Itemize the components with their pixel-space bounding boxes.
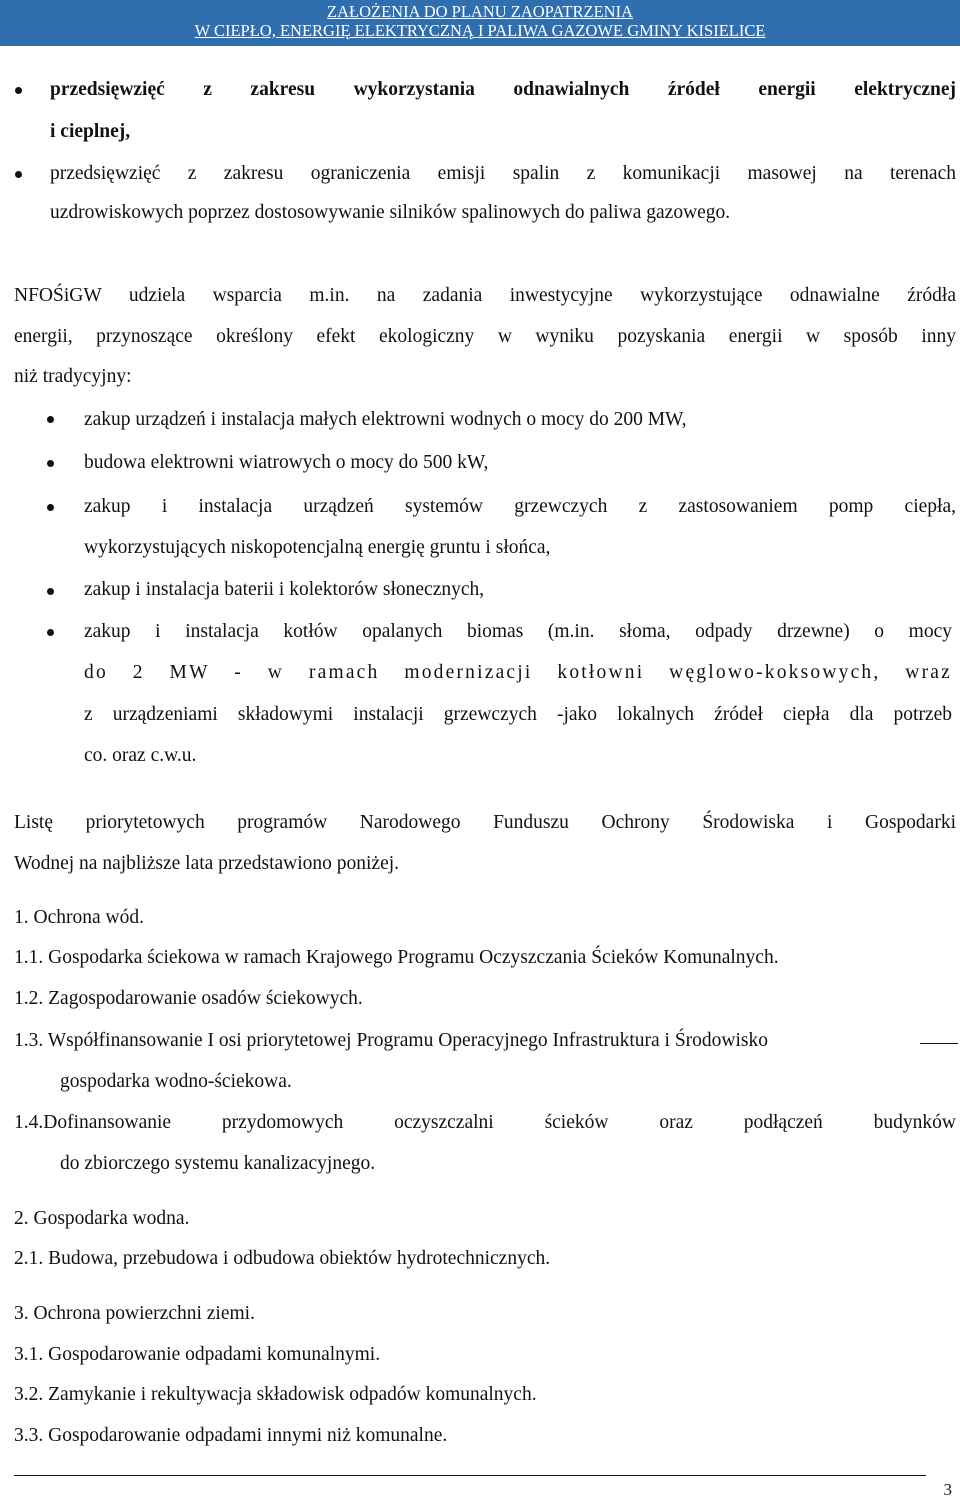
bullet-icon [47, 416, 54, 423]
bullet-icon [15, 87, 22, 94]
list-item-line: zakup urządzeń i instalacja małych elektrowni wodnych o mocy do 200 MW, [84, 409, 687, 430]
document-header [0, 0, 960, 46]
paragraph-line: NFOŚiGW udziela wsparcia m.in. na zadania inwestycyjne wykorzystujące odnawialne źródła [14, 285, 956, 306]
list-item-line: zakup i instalacja baterii i kolektorów słonecznych, [84, 579, 485, 600]
list-item-line: zakup i instalacja urządzeń systemów grzewczych z zastosowaniem pomp ciepła, [84, 496, 956, 517]
bullet-icon [15, 171, 22, 178]
program-item: 1.1. Gospodarka ściekowa w ramach Krajowego Programu Oczyszczania Ścieków Komunalnych. [14, 947, 779, 968]
footer-rule [14, 1475, 926, 1476]
program-item: 3.2. Zamykanie i rekultywacja składowisk odpadów komunalnych. [14, 1384, 537, 1405]
program-item: 1.2. Zagospodarowanie osadów ściekowych. [14, 988, 363, 1009]
program-item: 3.3. Gospodarowanie odpadami innymi niż komunalne. [14, 1425, 448, 1446]
section-heading: 3. Ochrona powierzchni ziemi. [14, 1303, 255, 1324]
list-item-line: zakup i instalacja kotłów opalanych biomas (m.in. słoma, odpady drzewne) o mocy [84, 621, 952, 642]
list-item-line: przedsięwzięć z zakresu ograniczenia emisji spalin z komunikacji masowej na terenach [50, 163, 956, 184]
bullet-icon [47, 629, 54, 636]
program-item: 1.3. Współfinansowanie I osi priorytetowej Programu Operacyjnego Infrastruktura i Środowisko [14, 1030, 769, 1051]
dash-line [920, 1043, 958, 1044]
section-heading: 1. Ochrona wód. [14, 907, 144, 928]
list-item-line: do 2 MW - w ramach modernizacji kotłowni węglowo-koksowych, wraz [84, 662, 952, 683]
bullet-icon [47, 460, 54, 467]
paragraph-line: Wodnej na najbliższe lata przedstawiono poniżej. [14, 853, 400, 874]
list-item-line: budowa elektrowni wiatrowych o mocy do 500 kW, [84, 452, 489, 473]
paragraph-line: energii, przynoszące określony efekt ekologiczny w wyniku pozyskania energii w sposób inny [14, 326, 956, 347]
header-line-2: W CIEPŁO, ENERGIĘ ELEKTRYCZNĄ I PALIWA GAZOWE GMINY KISIELICE [194, 21, 766, 40]
program-item: do zbiorczego systemu kanalizacyjnego. [60, 1153, 376, 1174]
program-item: 3.1. Gospodarowanie odpadami komunalnymi. [14, 1344, 381, 1365]
paragraph-line: niż tradycyjny: [14, 366, 132, 387]
header-line-1: ZAŁOŻENIA DO PLANU ZAOPATRZENIA [327, 2, 633, 21]
program-item: gospodarka wodno-ściekowa. [60, 1071, 292, 1092]
page-number: 3 [943, 1480, 952, 1499]
bullet-icon [47, 504, 54, 511]
list-item-line: co. oraz c.w.u. [84, 745, 197, 766]
list-item-line: wykorzystujących niskopotencjalną energię gruntu i słońca, [84, 537, 551, 558]
section-heading: 2. Gospodarka wodna. [14, 1208, 190, 1229]
program-item: 2.1. Budowa, przebudowa i odbudowa obiektów hydrotechnicznych. [14, 1248, 551, 1269]
paragraph-line: Listę priorytetowych programów Narodowego Funduszu Ochrony Środowiska i Gospodarki [14, 812, 956, 833]
list-item-line: z urządzeniami składowymi instalacji grzewczych -jako lokalnych źródeł ciepła dla potrzeb [84, 704, 952, 725]
bullet-icon [47, 588, 54, 595]
list-item-line: przedsięwzięć z zakresu wykorzystania odnawialnych źródeł energii elektrycznej [50, 79, 956, 100]
list-item-line: i cieplnej, [50, 121, 131, 142]
list-item-line: uzdrowiskowych poprzez dostosowywanie silników spalinowych do paliwa gazowego. [50, 202, 731, 223]
program-item: 1.4.Dofinansowanie przydomowych oczyszczalni ścieków oraz podłączeń budynków [14, 1112, 956, 1133]
